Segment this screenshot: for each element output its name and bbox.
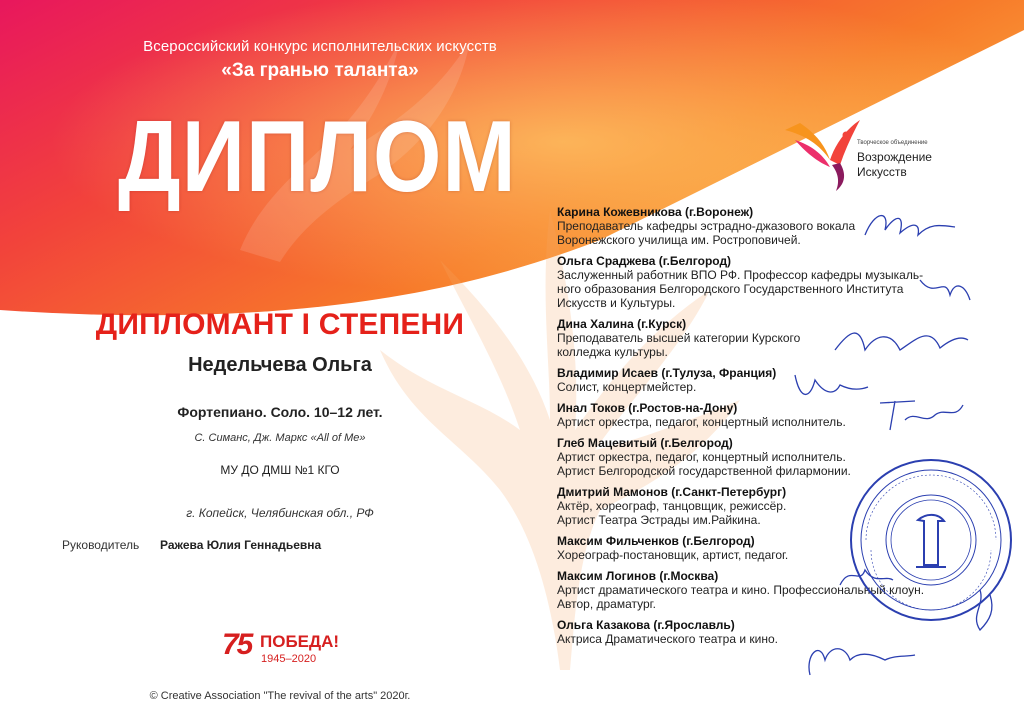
copyright: © Creative Association "The revival of the arts" 2020г. (149, 690, 411, 702)
jury-desc: Артист оркестра, педагог, концертный исполнитель. Артист Белгородской государственной филармонии. (557, 450, 851, 478)
participant-name: Недельчева Ольга (188, 354, 372, 376)
logo-name-line2: Искусств (857, 165, 907, 179)
signature-icon (915, 270, 975, 310)
jury-name: Глеб Мацевитый (г.Белгород) (557, 436, 733, 450)
jury-desc: Артист оркестра, педагог, концертный исполнитель. (557, 415, 846, 429)
signature-icon (860, 205, 960, 245)
jury-desc: Актриса Драматического театра и кино. (557, 632, 778, 646)
nomination: Фортепиано. Соло. 10–12 лет. (177, 404, 383, 420)
signature-icon (875, 395, 965, 435)
victory-75-number: 75 (222, 628, 252, 661)
victory-years: 1945–2020 (261, 653, 317, 665)
logo-caption: Творческое объединение (857, 140, 928, 146)
victory-word: ПОБЕДА! (260, 632, 340, 651)
jury-name: Дмитрий Мамонов (г.Санкт-Петербург) (557, 485, 787, 499)
jury-desc: Преподаватель кафедры эстрадно-джазового вокала Воронежского училища им. Ростроповичей. (557, 219, 856, 247)
jury-name: Ольга Казакова (г.Ярославль) (557, 618, 735, 632)
signature-icon (830, 320, 970, 365)
signature-icon (800, 635, 920, 685)
award-degree: ДИПЛОМАНТ I СТЕПЕНИ (95, 308, 465, 341)
jury-desc: Заслуженный работник ВПО РФ. Профессор кафедры музыкаль- ного образования Белгородского Государственного Института Искусств и Культуры. (557, 268, 924, 310)
jury-desc: Солист, концертмейстер. (557, 380, 697, 394)
jury-name: Максим Логинов (г.Москва) (557, 569, 719, 583)
jury-name: Владимир Исаев (г.Тулуза, Франция) (557, 366, 777, 380)
logo-name-line1: Возрождение (857, 150, 932, 164)
jury-name: Дина Халина (г.Курск) (557, 317, 687, 331)
teacher-name: Ражева Юлия Геннадьевна (160, 538, 322, 552)
jury-desc: Преподаватель высшей категории Курского колледжа культуры. (557, 331, 801, 359)
diploma-title: ДИПЛОМ (118, 99, 517, 213)
signature-icon (790, 365, 870, 405)
contest-name: «За гранью таланта» (221, 60, 419, 81)
teacher-label: Руководитель (62, 538, 140, 552)
repertoire: С. Симанс, Дж. Маркс «All of Me» (194, 432, 366, 444)
school: МУ ДО ДМШ №1 КГО (220, 463, 340, 477)
jury-name: Карина Кожевникова (г.Воронеж) (557, 205, 754, 219)
official-stamp-icon (846, 455, 1016, 625)
jury-name: Инал Токов (г.Ростов-на-Дону) (557, 401, 738, 415)
contest-title: Всероссийский конкурс исполнительских искусств (143, 38, 497, 55)
jury-name: Ольга Сраджева (г.Белгород) (557, 254, 732, 268)
jury-desc: Артист драматического театра и кино. Профессиональный клоун. Автор, драматург. (557, 583, 925, 611)
jury-name: Максим Фильченков (г.Белгород) (557, 534, 755, 548)
jury-desc: Актёр, хореограф, танцовщик, режиссёр. Артист Театра Эстрады им.Райкина. (557, 499, 787, 527)
jury-member (557, 366, 977, 394)
city: г. Копейск, Челябинская обл., РФ (186, 506, 374, 520)
jury-member (557, 254, 977, 310)
jury-desc: Хореограф-постановщик, артист, педагог. (557, 548, 789, 562)
